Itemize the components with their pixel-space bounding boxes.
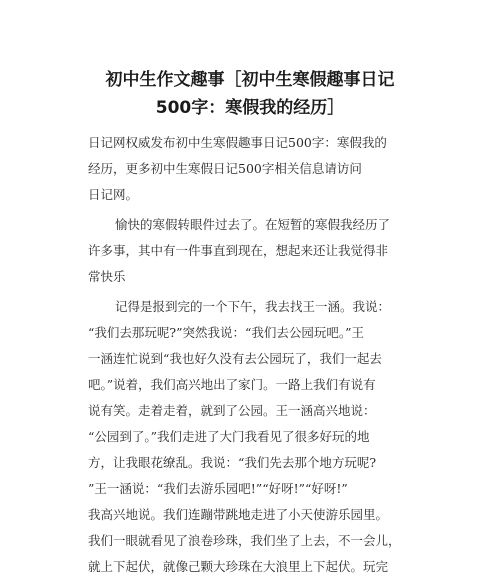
- paragraph-line: 吧。”说着，我们高兴地出了家门。一路上我们有说有: [88, 377, 376, 392]
- paragraph-line: 愉快的寒假转眼件过去了。在短暂的寒假我经历了: [115, 217, 391, 232]
- paragraph-line: 说有笑。走着走着，就到了公园。王一涵高兴地说：: [88, 403, 376, 418]
- paragraph-line: 我高兴地说。我们连蹦带跳地走进了小天使游乐园里。: [88, 507, 389, 522]
- paragraph-line: 方，让我眼花缭乱。我说：“我们先去那个地方玩呢?: [88, 455, 377, 470]
- paragraph-line: 许多事，其中有一件事直到现在，想起来还让我觉得非: [88, 243, 389, 258]
- paragraph-line: 日记网。: [88, 187, 139, 202]
- paragraph-line: 就上下起伏，就像己颗大珍珠在大浪里上下起伏。玩完: [88, 559, 389, 574]
- paragraph: [88, 212, 412, 290]
- paragraph-line: 常快乐: [88, 269, 126, 284]
- paragraph: [88, 130, 412, 208]
- document-title: [60, 66, 440, 122]
- paragraph-line: 我们一眼就看见了浪卷珍珠，我们坐了上去，不一会儿，: [88, 533, 401, 548]
- paragraph-line: 经历，更多初中生寒假日记500字相关信息请访问: [88, 161, 362, 176]
- paragraph-line: 日记网权威发布初中生寒假趣事日记500字：寒假我的: [88, 135, 387, 150]
- document-body: [88, 130, 412, 580]
- paragraph-line: “我们去那玩呢?”突然我说：“我们去公园玩吧。”王: [88, 325, 365, 340]
- title-line-1: 初中生作文趣事［初中生寒假趣事日记: [105, 70, 395, 90]
- paragraph-line: 一涵连忙说到“我也好久没有去公园玩了，我们一起去: [88, 351, 382, 366]
- paragraph-line: 记得是报到完的一个下午，我去找王一涵。我说：: [115, 299, 391, 314]
- paragraph-line: “公园到了。”我们走进了大门我看见了很多好玩的地: [88, 429, 370, 444]
- paragraph-line: ”王一涵说：“我们去游乐园吧!”“好呀!”“好呀!”: [88, 481, 348, 496]
- paragraph: [88, 294, 412, 580]
- title-line-2: 500字：寒假我的经历］: [155, 98, 345, 118]
